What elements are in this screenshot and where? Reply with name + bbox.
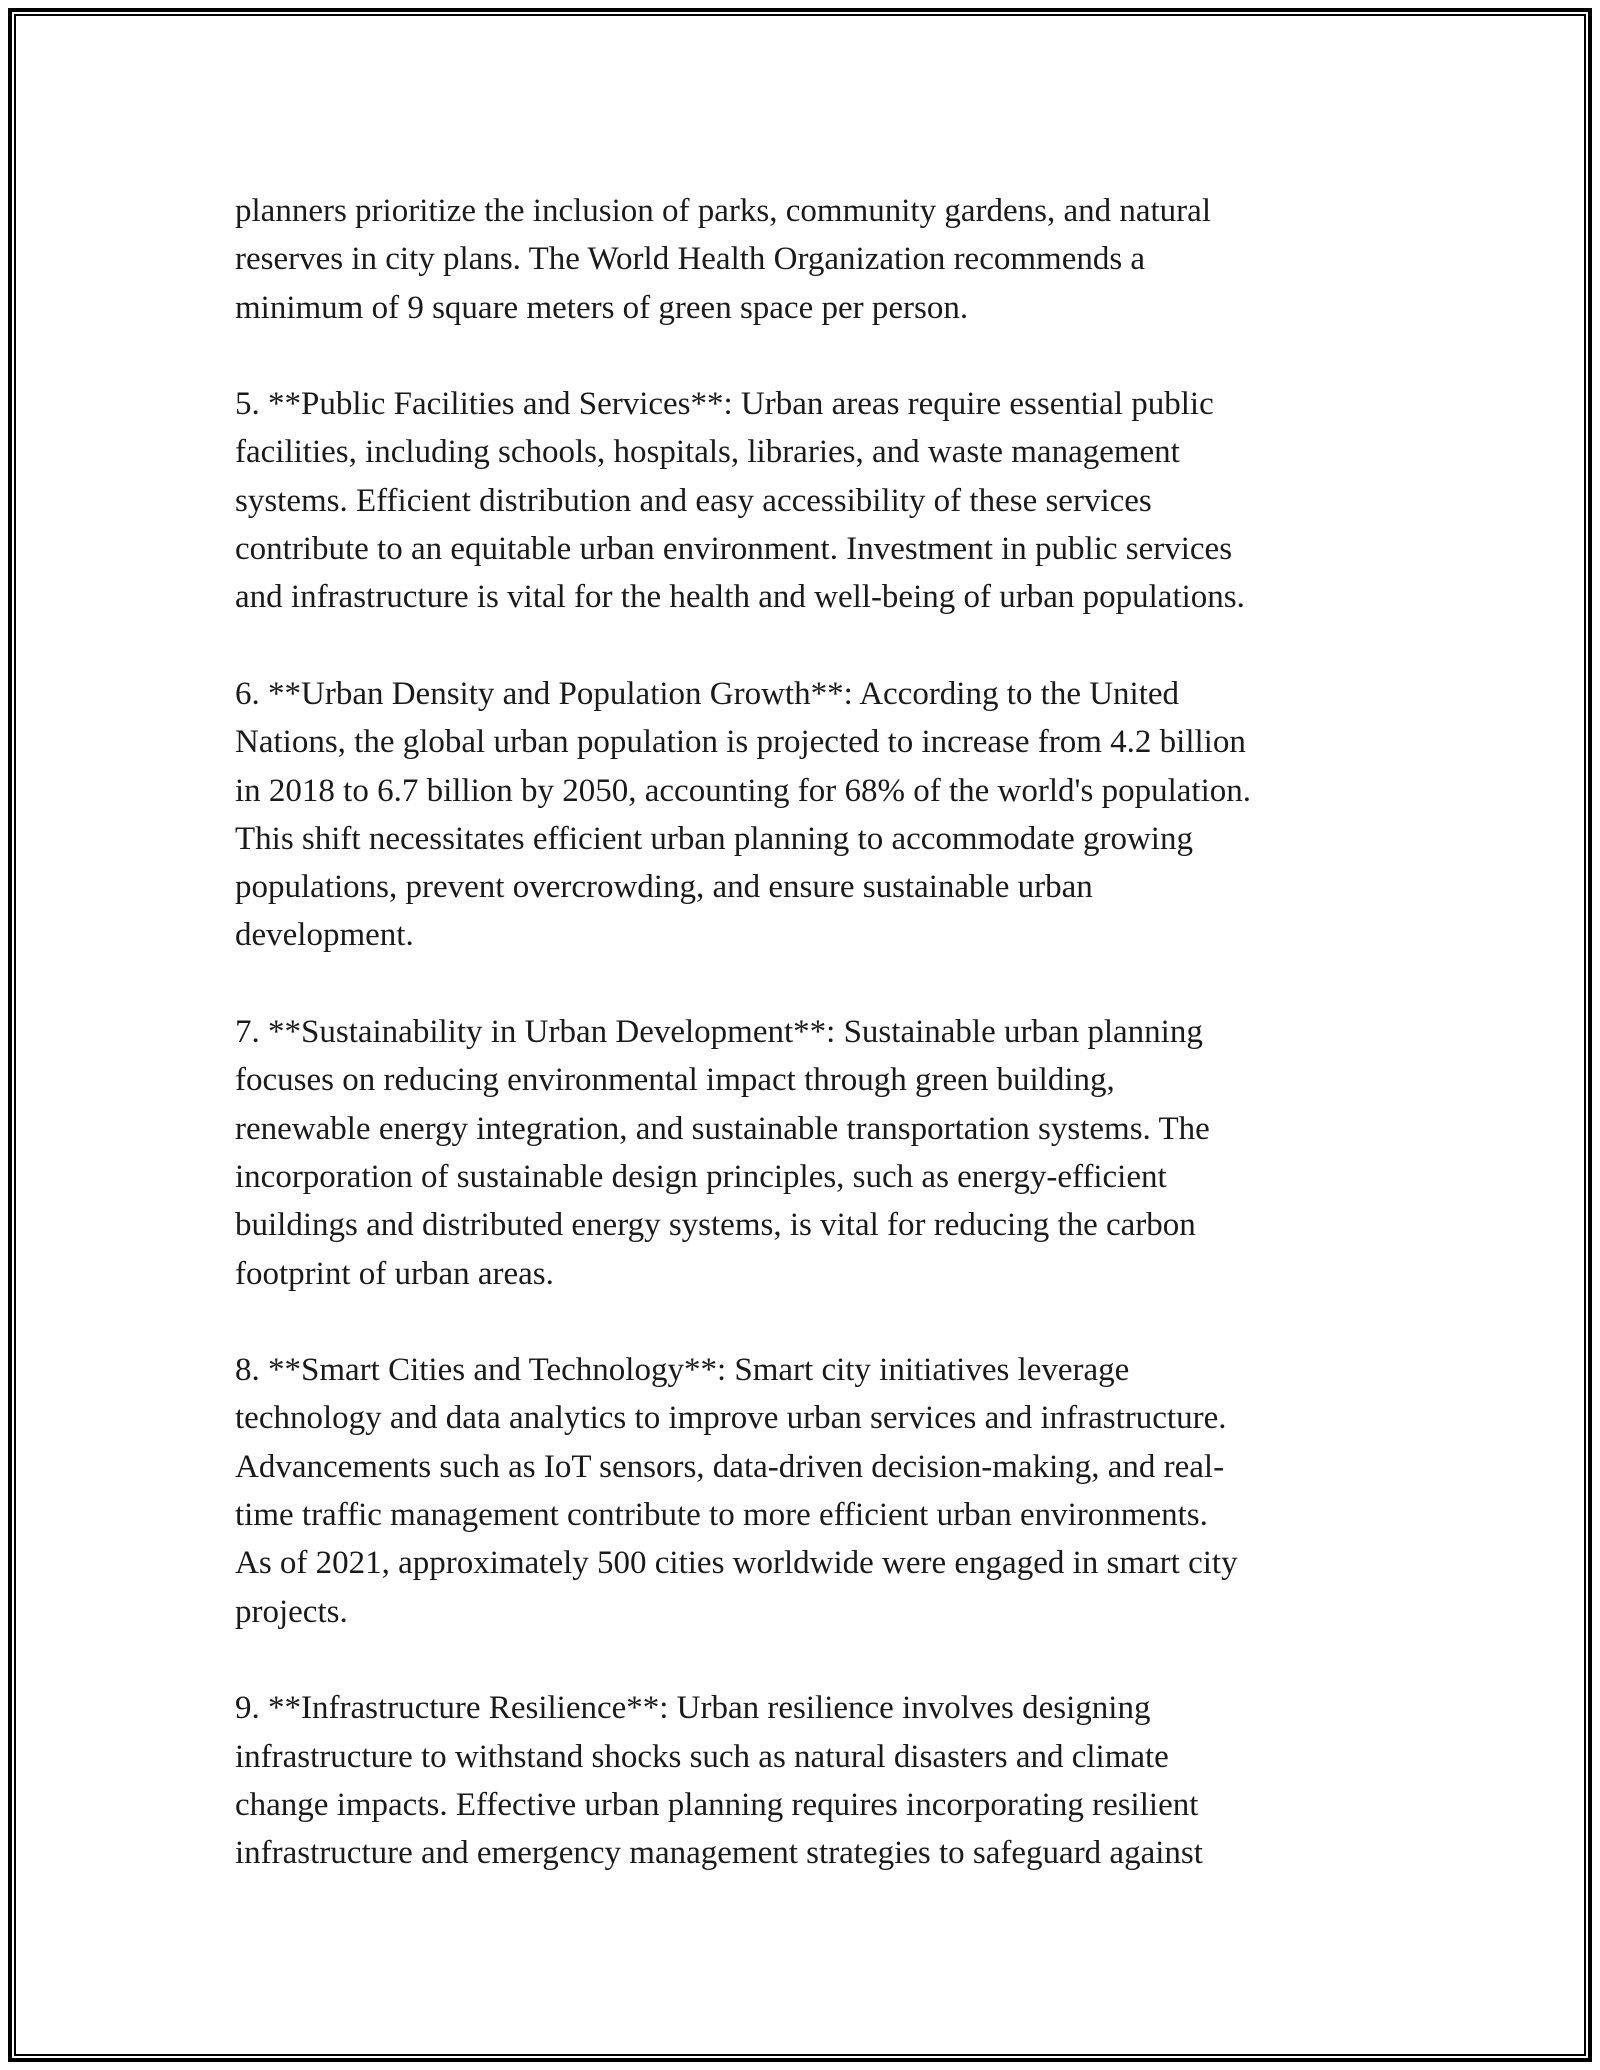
text-line: buildings and distributed energy systems, is vital for reducing the carbon: [235, 1207, 1196, 1244]
text-line: incorporation of sustainable design principles, such as energy-efficient: [235, 1158, 1167, 1195]
text-line: As of 2021, approximately 500 cities worldwide were engaged in smart city: [235, 1545, 1238, 1582]
text-line: footprint of urban areas.: [235, 1255, 554, 1292]
text-line: time traffic management contribute to more efficient urban environments.: [235, 1497, 1208, 1534]
text-line: facilities, including schools, hospitals, libraries, and waste management: [235, 434, 1180, 471]
paragraph-green-space-continued: [235, 187, 1375, 332]
text-line: focuses on reducing environmental impact through green building,: [235, 1062, 1115, 1099]
text-line: reserves in city plans. The World Health Organization recommends a: [235, 241, 1146, 278]
text-line: Advancements such as IoT sensors, data-driven decision-making, and real-: [235, 1448, 1225, 1485]
text-line: infrastructure and emergency management strategies to safeguard against: [235, 1835, 1203, 1872]
text-line: projects.: [235, 1593, 348, 1630]
paragraph-urban-density: [235, 670, 1375, 960]
text-line: systems. Efficient distribution and easy accessibility of these services: [235, 482, 1152, 519]
paragraph-sustainability: [235, 1008, 1375, 1298]
text-line: development.: [235, 917, 414, 954]
text-line: in 2018 to 6.7 billion by 2050, accounting for 68% of the world's population.: [235, 772, 1251, 809]
text-line: change impacts. Effective urban planning requires incorporating resilient: [235, 1786, 1199, 1823]
text-line: Nations, the global urban population is projected to increase from 4.2 billion: [235, 724, 1246, 761]
text-line: 9. **Infrastructure Resilience**: Urban resilience involves designing: [235, 1690, 1151, 1727]
paragraph-public-facilities: [235, 380, 1375, 621]
text-line: infrastructure to withstand shocks such as natural disasters and climate: [235, 1738, 1169, 1775]
text-line: 5. **Public Facilities and Services**: Urban areas require essential public: [235, 386, 1214, 423]
text-line: and infrastructure is vital for the health and well-being of urban populations.: [235, 579, 1245, 616]
text-line: minimum of 9 square meters of green space per person.: [235, 289, 969, 326]
paragraph-smart-cities: [235, 1346, 1375, 1636]
text-line: 8. **Smart Cities and Technology**: Smart city initiatives leverage: [235, 1352, 1130, 1389]
text-line: technology and data analytics to improve urban services and infrastructure.: [235, 1400, 1227, 1437]
text-line: populations, prevent overcrowding, and ensure sustainable urban: [235, 869, 1093, 906]
document-body: [235, 187, 1375, 1877]
text-line: 6. **Urban Density and Population Growth**: According to the United: [235, 675, 1180, 712]
paragraph-infrastructure-resilience: [235, 1684, 1375, 1877]
text-line: planners prioritize the inclusion of parks, community gardens, and natural: [235, 193, 1211, 229]
text-line: renewable energy integration, and sustainable transportation systems. The: [235, 1110, 1210, 1147]
text-line: This shift necessitates efficient urban planning to accommodate growing: [235, 820, 1193, 857]
text-line: contribute to an equitable urban environment. Investment in public services: [235, 531, 1233, 568]
text-line: 7. **Sustainability in Urban Development**: Sustainable urban planning: [235, 1014, 1203, 1051]
